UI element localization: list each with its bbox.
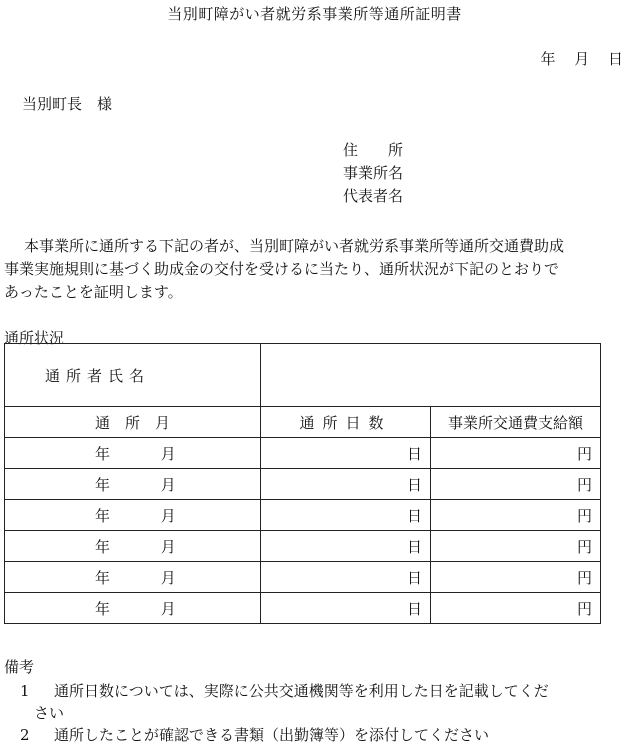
days-cell[interactable]: 日	[261, 562, 431, 593]
table-row	[5, 531, 601, 562]
amount-cell[interactable]: 円	[431, 438, 601, 469]
month-cell[interactable]: 年 月	[5, 531, 261, 562]
table-row	[5, 593, 601, 624]
days-cell[interactable]: 日	[261, 531, 431, 562]
name-value-cell[interactable]	[261, 344, 601, 407]
remark-text: 通所したことが確認できる書類（出勤簿等）を添付してください	[54, 726, 490, 744]
attendance-table	[4, 343, 601, 624]
table-row	[5, 562, 601, 593]
body-line-2: 事業実施規則に基づく助成金の交付を受けるに当たり、通所状況が下記のとおりで	[4, 260, 560, 278]
month-cell[interactable]: 年 月	[5, 469, 261, 500]
amount-cell[interactable]: 円	[431, 500, 601, 531]
header-month: 通 所 月	[5, 407, 261, 438]
header-amount: 事業所交通費支給額	[431, 407, 601, 438]
sender-address-label: 住 所	[343, 141, 404, 159]
remarks-title: 備考	[4, 658, 35, 676]
body-line-3: あったことを証明します。	[4, 283, 183, 301]
remark-note-1-continuation: さい	[34, 704, 65, 722]
month-cell[interactable]: 年 月	[5, 500, 261, 531]
section-title: 通所状況	[4, 329, 65, 347]
page-title: 当別町障がい者就労系事業所等通所証明書	[167, 5, 462, 23]
days-cell[interactable]: 日	[261, 593, 431, 624]
header-row	[5, 407, 601, 438]
remark-number: 2	[20, 726, 30, 744]
sender-representative-label: 代表者名	[343, 187, 404, 205]
amount-cell[interactable]: 円	[431, 531, 601, 562]
amount-cell[interactable]: 円	[431, 593, 601, 624]
remark-text: 通所日数については、実際に公共交通機関等を利用した日を記載してくだ	[54, 682, 549, 700]
days-cell[interactable]: 日	[261, 469, 431, 500]
name-row	[5, 344, 601, 407]
table-row	[5, 500, 601, 531]
amount-cell[interactable]: 円	[431, 469, 601, 500]
table-row	[5, 438, 601, 469]
month-cell[interactable]: 年 月	[5, 438, 261, 469]
name-label: 通所者氏名	[5, 344, 261, 407]
date-line: 年 月 日	[540, 50, 623, 68]
amount-cell[interactable]: 円	[431, 562, 601, 593]
body-line-1: 本事業所に通所する下記の者が、当別町障がい者就労系事業所等通所交通費助成	[24, 237, 565, 255]
addressee: 当別町長 様	[22, 95, 113, 113]
month-cell[interactable]: 年 月	[5, 593, 261, 624]
header-days: 通所日数	[261, 407, 431, 438]
remark-number: 1	[20, 682, 30, 700]
table-row	[5, 469, 601, 500]
remark-note-1	[20, 680, 549, 701]
days-cell[interactable]: 日	[261, 500, 431, 531]
sender-office-label: 事業所名	[343, 164, 404, 182]
month-cell[interactable]: 年 月	[5, 562, 261, 593]
days-cell[interactable]: 日	[261, 438, 431, 469]
